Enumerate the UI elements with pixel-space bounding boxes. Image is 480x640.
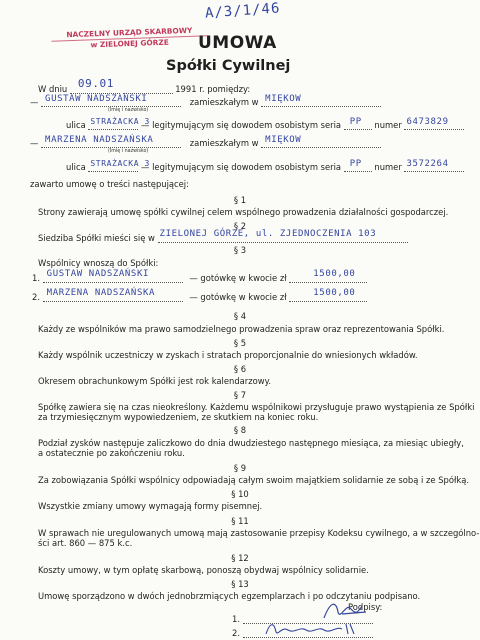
intro-year-text: 1991 r. pomiędzy: xyxy=(175,84,251,94)
section-9-heading: § 9 xyxy=(233,463,247,473)
section-2-heading: § 2 xyxy=(233,221,247,231)
section-1-text: Strony zawierają umowę spółki cywilnej celem wspólnego prowadzenia działalności gospodarczej. xyxy=(38,207,449,217)
section-4-text: Każdy ze wspólników ma prawo samodzielnego prowadzenia spraw oraz reprezentowania Spółki. xyxy=(38,324,445,334)
section-6-heading: § 6 xyxy=(233,364,247,374)
party1-street-handwritten: STRAŻACKA 3 xyxy=(90,117,150,126)
contribution-2-amount-handwritten: 1500,00 xyxy=(313,288,356,298)
signature-2-drawing xyxy=(262,620,362,638)
party2-city-field xyxy=(261,135,381,148)
party1-city-field xyxy=(261,94,381,107)
section-8-line-1: Podział zysków następuje zaliczkowo do dnia dwudziestego następnego miesiąca, za miesiąc ubiegły, xyxy=(38,438,464,448)
section-1-heading: § 1 xyxy=(233,195,247,205)
section-6-text: Okresem obrachunkowym Spółki jest rok kalendarzowy. xyxy=(38,376,271,386)
intro-line xyxy=(38,77,251,94)
party1-name-caption: (Imię i nazwisko) xyxy=(108,108,149,113)
section-8-line-2: a ostatecznie po zakończeniu roku. xyxy=(38,448,185,458)
party2-street-handwritten: STRAŻACKA 3 xyxy=(90,159,150,168)
seat-handwritten: ZIELONEJ GÓRZE, ul. ZJEDNOCZENIA 103 xyxy=(159,229,377,239)
party1-series-field xyxy=(344,117,372,130)
party1-id-text: — legitymującym się dowodem osobistym seria xyxy=(141,120,342,130)
party2-street-field xyxy=(88,159,150,172)
stamp-line-2: w ZIELONEJ GÓRZE xyxy=(90,37,169,50)
party2-resides-label: zamieszkałym w xyxy=(189,138,259,148)
section-7-line-2: za trzymiesięcznym wypowiedzeniem, ze skutkiem na koniec roku. xyxy=(38,412,319,422)
party2-series-field xyxy=(344,159,372,172)
section-8-heading: § 8 xyxy=(233,425,247,435)
section-11-line-1: W sprawach nie uregulowanych umową mają zastosowanie przepisy Kodeksu cywilnego, a w szczególno- xyxy=(38,528,480,538)
contribution-1-line xyxy=(32,269,367,283)
contribution-2-line xyxy=(32,288,367,302)
contribution-2-number: 2. xyxy=(32,292,40,302)
section-2-line xyxy=(38,229,408,243)
party1-name-handwritten: GUSTAW NADSZAŃSKI xyxy=(45,94,148,104)
section-11-line-2: ści art. 860 — 875 k.c. xyxy=(38,538,133,548)
party1-id-line xyxy=(66,117,464,130)
section-11-heading: § 11 xyxy=(231,516,249,526)
party1-name-line xyxy=(30,94,381,107)
party2-name-handwritten: MARZENA NADSZAŃSKA xyxy=(45,135,154,145)
section-2-text: Siedziba Spółki mieści się w xyxy=(38,233,155,243)
party2-name-field xyxy=(41,135,181,148)
party1-number-field xyxy=(404,117,464,130)
party2-number-label: numer xyxy=(374,162,402,172)
party1-number-handwritten: 6473829 xyxy=(406,117,449,127)
section-4-heading: § 4 xyxy=(233,311,247,321)
document-subtitle: Spółki Cywilnej xyxy=(166,58,291,74)
section-3-text: Wspólnicy wnoszą do Spółki: xyxy=(38,258,159,268)
section-13-text: Umowę sporządzono w dwóch jednobrzmiących egzemplarzach i po odczytaniu podpisano. xyxy=(38,591,421,601)
date-field-blank xyxy=(123,84,173,94)
date-handwritten: 09.01 xyxy=(77,77,114,90)
party1-series-handwritten: PP xyxy=(349,117,362,127)
contribution-1-label: — gotówkę w kwocie zł xyxy=(189,273,287,283)
section-7-heading: § 7 xyxy=(233,390,247,400)
party1-city-handwritten: MIĘKOW xyxy=(265,94,302,104)
date-field xyxy=(70,77,120,94)
party1-number-label: numer xyxy=(374,120,402,130)
reference-number: A/3/1/46 xyxy=(204,0,281,22)
party1-name-field xyxy=(41,94,181,107)
stamp-line-1: NACZELNY URZĄD SKARBOWY xyxy=(51,25,207,41)
contribution-1-number: 1. xyxy=(32,273,40,283)
section-7-line-1: Spółkę zawiera się na czas nieokreślony. Każdemu wspólnikowi przysługuje prawo wystąpienia ze Spółki xyxy=(38,402,475,412)
signature-2-number: 2. xyxy=(232,628,240,638)
document-title: UMOWA xyxy=(198,33,277,53)
party2-id-line xyxy=(66,159,464,172)
seat-field xyxy=(158,229,408,243)
contract-intro: zawarto umowę o treści następującej: xyxy=(30,179,189,189)
signatures-label: Podpisy: xyxy=(348,602,383,612)
party2-street-prefix: ulica xyxy=(66,162,86,172)
party1-street-field xyxy=(88,117,150,130)
party1-dash: — xyxy=(30,97,39,107)
section-10-heading: § 10 xyxy=(231,489,249,499)
party2-series-handwritten: PP xyxy=(349,159,362,169)
section-5-text: Każdy wspólnik uczestniczy w zyskach i stratach proporcjonalnie do wniesionych wkładów. xyxy=(38,350,418,360)
contribution-2-name-field xyxy=(43,288,183,302)
section-12-heading: § 12 xyxy=(231,553,249,563)
section-5-heading: § 5 xyxy=(233,338,247,348)
section-3-heading: § 3 xyxy=(233,245,247,255)
party2-name-line xyxy=(30,135,381,148)
contribution-2-amount-field xyxy=(289,288,367,302)
contribution-1-amount-field xyxy=(289,269,367,283)
intro-prefix: W dniu xyxy=(38,84,68,94)
signature-1-number: 1. xyxy=(232,614,240,624)
section-13-heading: § 13 xyxy=(231,579,249,589)
contribution-1-name-handwritten: GUSTAW NADSZAŃSKI xyxy=(46,269,149,279)
section-10-text: Wszystkie zmiany umowy wymagają formy pisemnej. xyxy=(38,501,263,511)
party2-number-field xyxy=(404,159,464,172)
party2-id-text: — legitymującym się dowodem osobistym seria xyxy=(141,162,342,172)
contribution-1-name-field xyxy=(43,269,183,283)
section-9-text: Za zobowiązania Spółki wspólnicy odpowiadają całym swoim majątkiem solidarnie ze sobą i ze Spółką. xyxy=(38,475,470,485)
party1-street-prefix: ulica xyxy=(66,120,86,130)
party2-name-caption: (Imię i nazwisko) xyxy=(108,149,149,154)
contribution-2-label: — gotówkę w kwocie zł xyxy=(189,292,287,302)
party2-city-handwritten: MIĘKOW xyxy=(265,135,302,145)
contribution-1-amount-handwritten: 1500,00 xyxy=(313,269,356,279)
contribution-2-name-handwritten: MARZENA NADSZAŃSKA xyxy=(46,288,156,298)
party2-number-handwritten: 3572264 xyxy=(406,159,449,169)
party1-resides-label: zamieszkałym w xyxy=(189,97,259,107)
party2-dash: — xyxy=(30,138,39,148)
section-12-text: Koszty umowy, w tym opłatę skarbową, ponoszą obydwaj wspólnicy solidarnie. xyxy=(38,565,369,575)
